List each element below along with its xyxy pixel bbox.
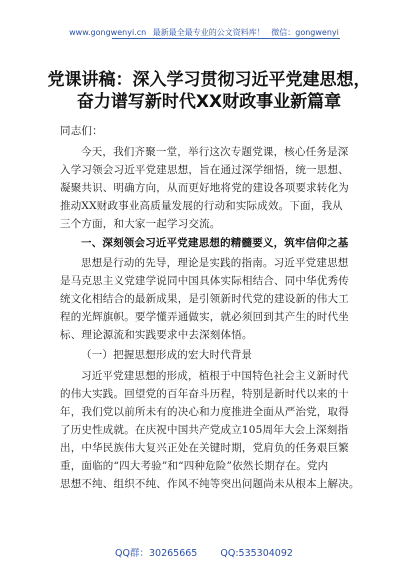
footer-qq[interactable]: QQ:535304092 — [220, 548, 293, 559]
section-1-line: 程的光辉旗帜。要学懂弄通做实，就必须回到其产生的时代坐 — [60, 311, 349, 323]
footer-qq-group[interactable]: QQ群：30265665 — [115, 548, 198, 559]
footer-contact — [0, 545, 408, 559]
document-title-line-1: 党课讲稿：深入学习贯彻习近平党建思想， — [47, 70, 371, 90]
header-slogan: 最新最全最专业的公文资料库！ — [152, 28, 265, 37]
intro-line: 今天，我们齐聚一堂，举行这次专题党课，核心任务是深 — [81, 146, 349, 158]
intro-line: 入学习领会习近平党建思想，旨在通过深学细悟，统一思想、 — [60, 164, 349, 176]
greeting: 同志们： — [60, 125, 103, 137]
header-wechat: 微信：gongwenyi — [271, 28, 339, 37]
subsection-1-line: 重，面临的“四大考验”和“四种危险”依然长期存在。党内 — [60, 460, 329, 472]
subsection-1-line: 出，中华民族伟大复兴正处在关键时期，党肩负的任务艰巨繁 — [60, 442, 349, 454]
document-title-line-2: 奋力谱写新时代XX财政事业新篇章 — [76, 92, 342, 112]
section-1-line: 统文化相结合的最新成果，是引领新时代党的建设新的伟大工 — [60, 293, 349, 305]
section-1-line: 思想是行动的先导，理论是实践的指南。习近平党建思想 — [81, 257, 349, 269]
subsection-1-line: 习近平党建思想的形成，植根于中国特色社会主义新时代 — [81, 370, 349, 382]
intro-line: 推动XX财政事业高质量发展的行动和实际成效。下面，我从 — [60, 200, 343, 212]
intro-line: 三个方面，和大家一起学习交流。 — [60, 218, 221, 230]
subsection-1-line: 的伟大实践。回望党的百年奋斗历程，特别是新时代以来的十 — [60, 388, 349, 400]
subsection-1-line: 了历史性成就。在庆祝中国共产党成立105周年大会上深刻指 — [60, 424, 349, 436]
header-banner — [0, 27, 408, 38]
section-1-line: 标、理论源流和实践要求中去深刻体悟。 — [60, 329, 253, 341]
subsection-1-line: 思想不纯、组织不纯、作风不纯等突出问题尚未从根本上解决。 — [60, 478, 360, 490]
section-1-line: 是马克思主义党建学说同中国具体实际相结合、同中华优秀传 — [60, 275, 349, 287]
header-divider — [112, 38, 340, 39]
intro-line: 凝聚共识、明确方向，从而更好地将党的建设各项要求转化为 — [60, 182, 349, 194]
section-1-heading: 一、深刻领会习近平党建思想的精髓要义，筑牢信仰之基 — [81, 237, 349, 249]
header-site-link[interactable]: www.gongwenyi.cn — [69, 28, 147, 37]
subsection-1-line: 年，我们党以前所未有的决心和力度推进全面从严治党，取得 — [60, 406, 349, 418]
subsection-1-heading: （一）把握思想形成的宏大时代背景 — [81, 349, 253, 361]
